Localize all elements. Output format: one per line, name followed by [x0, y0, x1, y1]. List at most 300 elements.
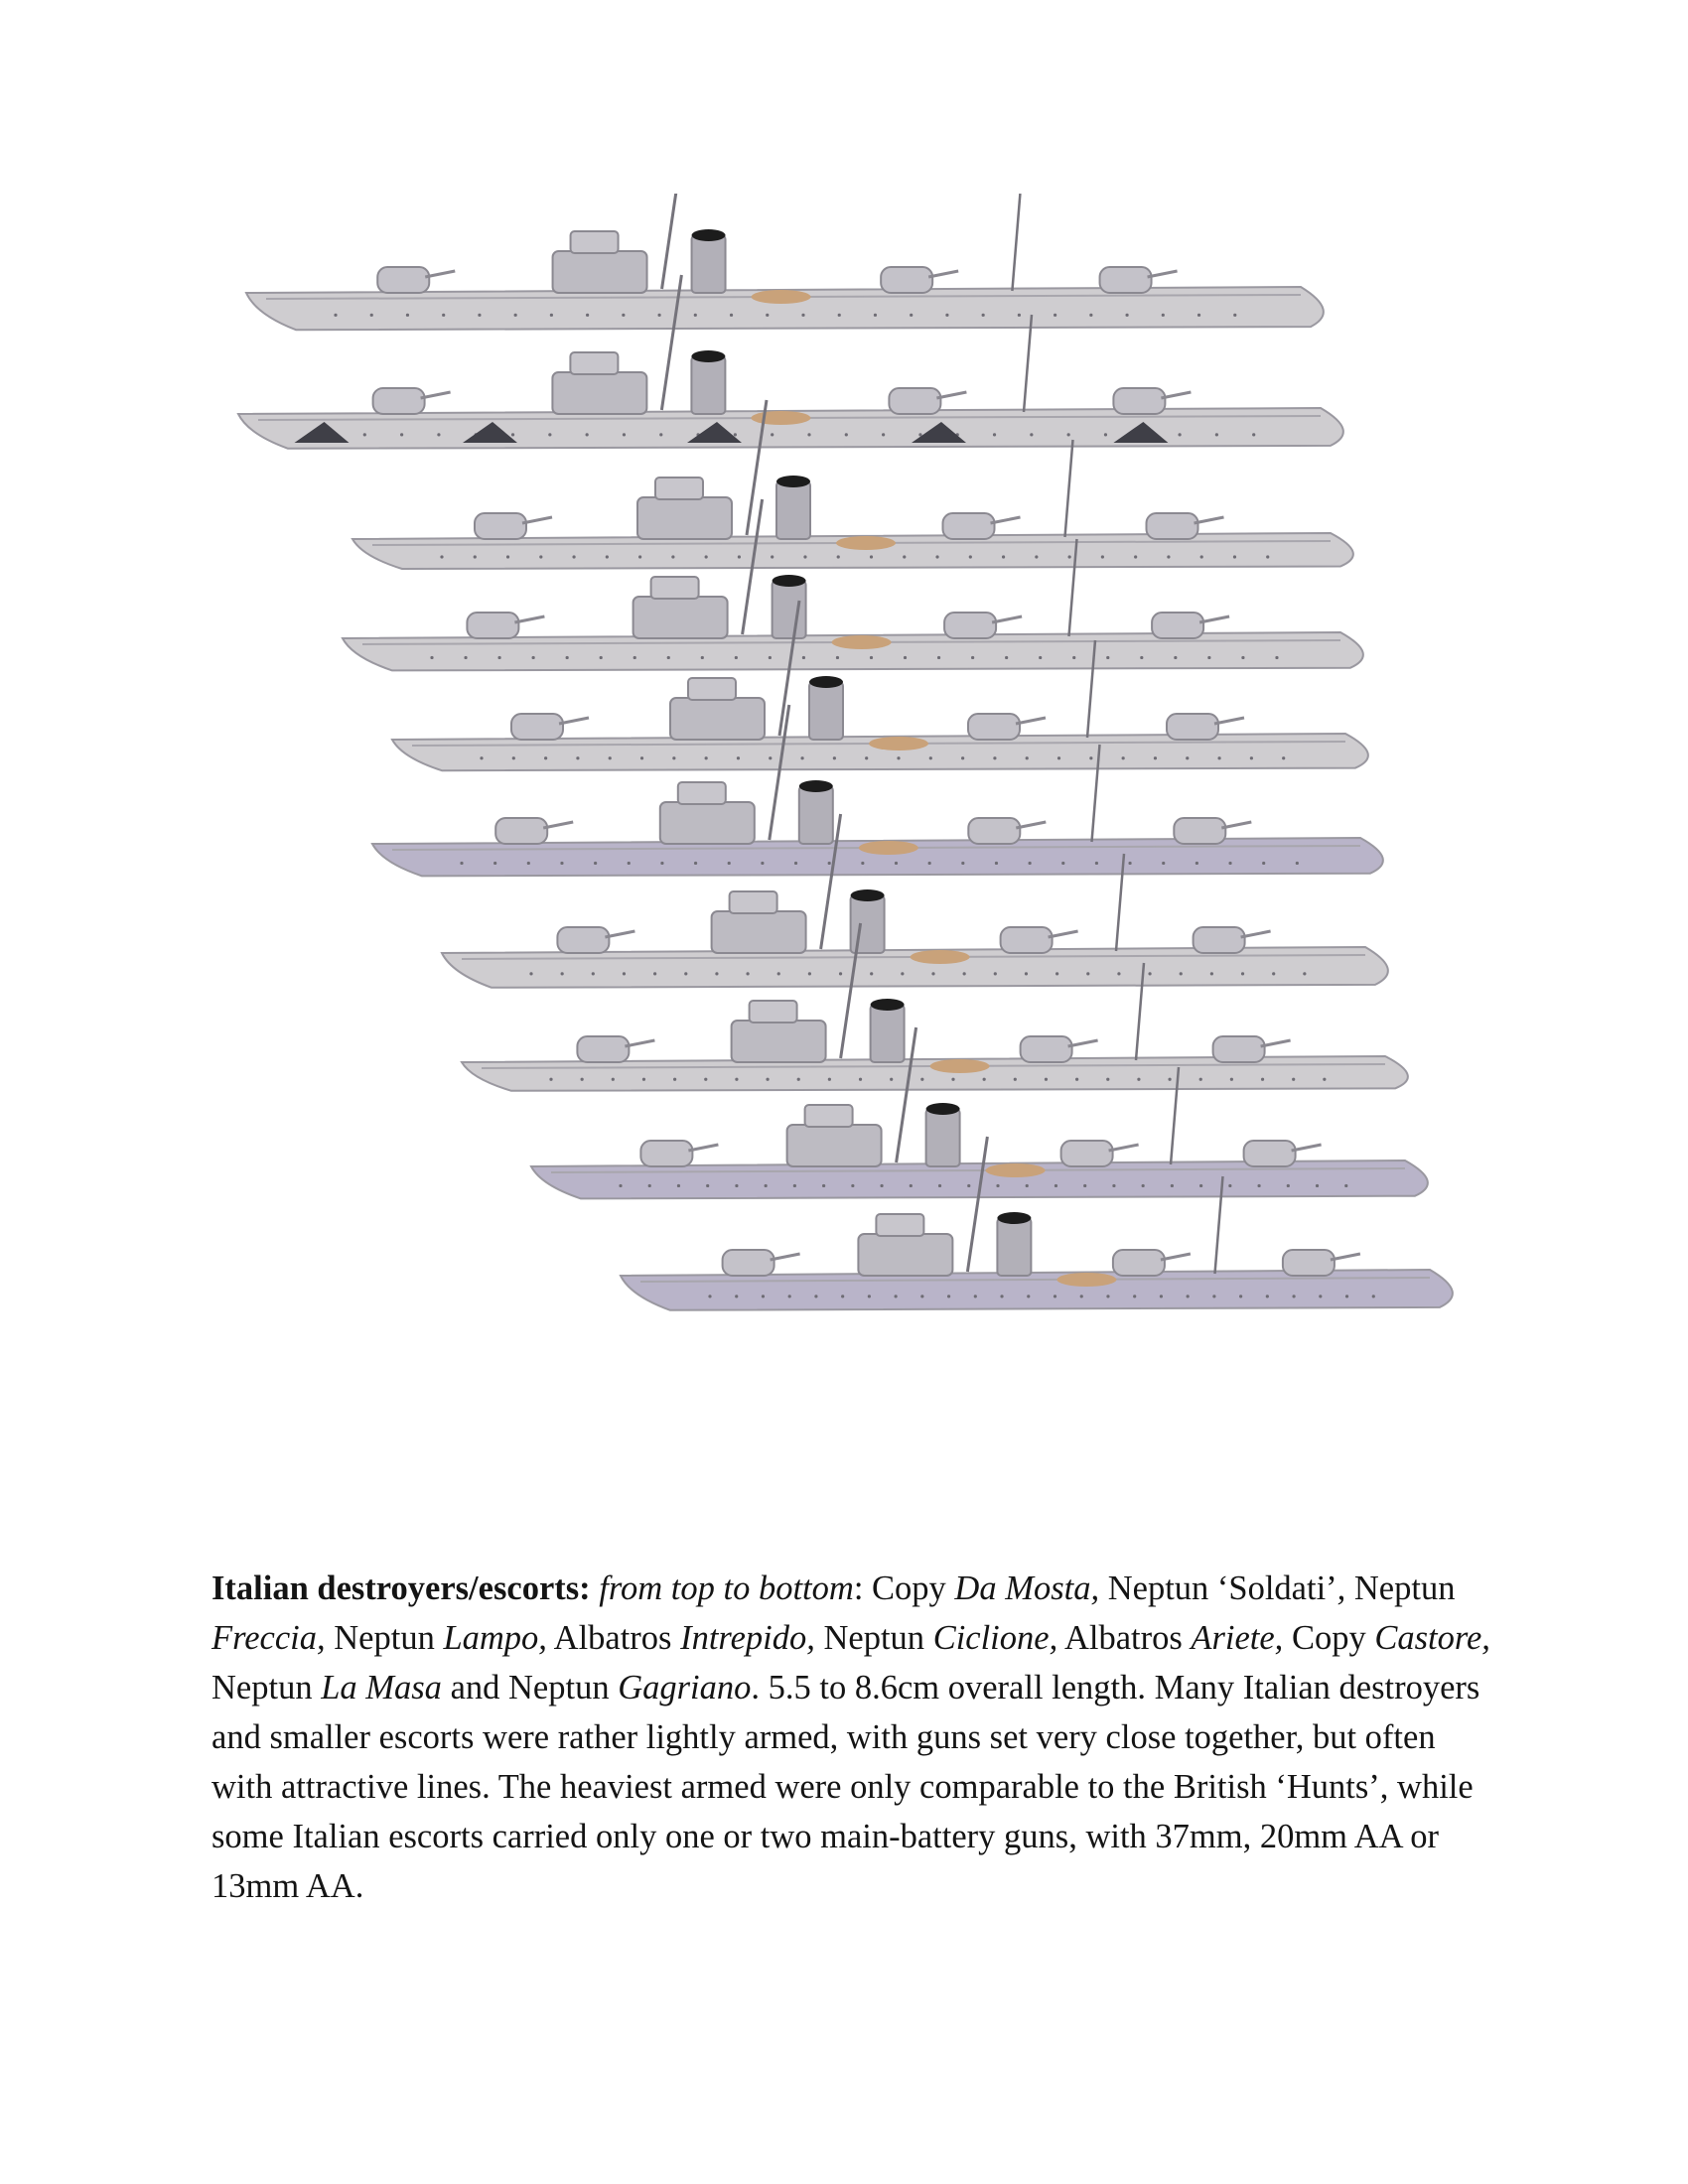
porthole — [1180, 972, 1183, 975]
funnel-cap — [809, 676, 843, 688]
gun-turret — [968, 714, 1020, 740]
porthole — [334, 314, 337, 317]
porthole — [701, 656, 704, 659]
funnel — [773, 581, 806, 638]
gun-turret — [1174, 818, 1225, 844]
porthole — [1148, 972, 1151, 975]
gun-turret — [1194, 927, 1245, 953]
porthole — [430, 656, 433, 659]
porthole — [648, 1184, 651, 1187]
porthole — [1233, 314, 1236, 317]
porthole — [895, 862, 898, 865]
porthole — [706, 1184, 709, 1187]
porthole — [1230, 1078, 1233, 1081]
porthole — [370, 314, 373, 317]
caption-segment: Ciclione, — [932, 1619, 1058, 1657]
porthole — [861, 862, 864, 865]
porthole — [1197, 314, 1200, 317]
porthole — [868, 1295, 871, 1297]
porthole — [529, 972, 532, 975]
porthole — [969, 555, 972, 558]
porthole — [609, 756, 612, 759]
porthole — [794, 862, 797, 865]
porthole — [1142, 1184, 1145, 1187]
bridge — [633, 597, 728, 638]
caption-segment: and Neptun — [441, 1669, 619, 1706]
porthole — [865, 756, 868, 759]
porthole — [880, 1184, 883, 1187]
bridge-top — [750, 1001, 797, 1023]
ships-boat — [752, 290, 811, 304]
porthole — [612, 1078, 615, 1081]
porthole — [1002, 555, 1005, 558]
porthole — [1068, 555, 1071, 558]
porthole — [544, 756, 547, 759]
gun-turret — [557, 927, 609, 953]
porthole — [560, 862, 563, 865]
porthole — [1067, 433, 1070, 436]
porthole — [400, 433, 403, 436]
porthole — [550, 314, 553, 317]
funnel-cap — [851, 889, 885, 901]
porthole — [561, 972, 564, 975]
porthole — [808, 972, 811, 975]
porthole — [506, 555, 509, 558]
porthole — [1080, 1295, 1083, 1297]
porthole — [1319, 1295, 1322, 1297]
porthole — [765, 1184, 768, 1187]
porthole — [1055, 972, 1058, 975]
caption-segment: La Masa — [321, 1669, 442, 1706]
porthole — [771, 433, 774, 436]
porthole — [1000, 1295, 1003, 1297]
porthole — [673, 1078, 676, 1081]
porthole — [1241, 972, 1244, 975]
porthole — [1029, 862, 1032, 865]
porthole — [961, 756, 964, 759]
porthole — [839, 972, 842, 975]
gun-turret — [377, 267, 429, 293]
porthole — [642, 1078, 645, 1081]
porthole — [1133, 1295, 1136, 1297]
porthole — [1162, 862, 1165, 865]
ships-boat — [859, 841, 918, 855]
porthole — [833, 756, 836, 759]
ships-boat — [751, 411, 810, 425]
ships-boat — [911, 950, 970, 964]
porthole — [859, 1078, 862, 1081]
porthole — [735, 1184, 738, 1187]
gun-turret — [495, 818, 547, 844]
porthole — [994, 972, 997, 975]
bridge-top — [805, 1105, 853, 1127]
porthole — [1005, 656, 1008, 659]
porthole — [1122, 756, 1125, 759]
porthole — [1112, 1184, 1115, 1187]
bridge-top — [678, 782, 726, 804]
caption-segment: Lampo, — [443, 1619, 547, 1657]
porthole — [1018, 314, 1021, 317]
ships-boat — [832, 635, 892, 649]
porthole — [904, 656, 907, 659]
porthole — [901, 972, 904, 975]
porthole — [440, 555, 443, 558]
porthole — [1292, 1078, 1295, 1081]
porthole — [800, 756, 803, 759]
porthole — [586, 433, 589, 436]
porthole — [622, 314, 625, 317]
porthole — [493, 862, 496, 865]
porthole — [1125, 314, 1128, 317]
porthole — [1262, 862, 1265, 865]
porthole — [527, 862, 530, 865]
porthole — [1266, 1295, 1269, 1297]
porthole — [514, 314, 517, 317]
bridge — [787, 1125, 882, 1166]
porthole — [961, 862, 964, 865]
porthole — [623, 433, 626, 436]
caption-body — [211, 1570, 1490, 1905]
caption-segment: , — [1336, 1570, 1346, 1607]
porthole — [1089, 314, 1092, 317]
porthole — [1030, 433, 1033, 436]
bridge — [637, 497, 732, 539]
porthole — [1026, 1184, 1029, 1187]
porthole — [870, 656, 873, 659]
porthole — [705, 555, 708, 558]
porthole — [1083, 1184, 1086, 1187]
porthole — [684, 972, 687, 975]
porthole — [1345, 1295, 1348, 1297]
funnel — [799, 786, 833, 844]
porthole — [1228, 1184, 1231, 1187]
porthole — [897, 756, 900, 759]
porthole — [623, 972, 626, 975]
porthole — [532, 656, 535, 659]
funnel — [871, 1005, 905, 1062]
porthole — [734, 433, 737, 436]
porthole — [1025, 972, 1028, 975]
gun-turret — [577, 1036, 629, 1062]
porthole — [1257, 1184, 1260, 1187]
porthole — [576, 756, 579, 759]
porthole — [945, 314, 948, 317]
porthole — [1215, 433, 1218, 436]
porthole — [931, 972, 934, 975]
porthole — [801, 314, 804, 317]
funnel — [691, 356, 725, 414]
porthole — [1174, 656, 1177, 659]
porthole — [746, 972, 749, 975]
porthole — [929, 756, 932, 759]
porthole — [581, 1078, 584, 1081]
porthole — [769, 756, 772, 759]
caption-segment: Albatros — [546, 1619, 681, 1657]
caption-segment: Neptun — [814, 1619, 933, 1657]
porthole — [1101, 555, 1104, 558]
gun-turret — [373, 388, 425, 414]
porthole — [633, 656, 636, 659]
porthole — [1054, 1295, 1056, 1297]
porthole — [1199, 1078, 1202, 1081]
porthole — [735, 1078, 738, 1081]
funnel-cap — [871, 999, 905, 1011]
bridge — [712, 911, 806, 953]
porthole — [761, 862, 764, 865]
porthole — [1272, 972, 1275, 975]
porthole — [1075, 1078, 1078, 1081]
porthole — [657, 314, 660, 317]
porthole — [640, 756, 643, 759]
porthole — [895, 1295, 898, 1297]
bridge — [858, 1234, 952, 1276]
caption-order: from top to bottom — [599, 1570, 854, 1607]
porthole — [566, 656, 569, 659]
porthole — [993, 756, 996, 759]
bridge-top — [876, 1214, 923, 1236]
funnel — [776, 481, 810, 539]
porthole — [769, 656, 772, 659]
porthole — [1134, 555, 1137, 558]
porthole — [1104, 433, 1107, 436]
porthole — [539, 555, 542, 558]
caption-segment: Copy — [1283, 1619, 1375, 1657]
porthole — [967, 1184, 970, 1187]
porthole — [705, 756, 708, 759]
porthole — [938, 1184, 941, 1187]
porthole — [512, 756, 515, 759]
porthole — [1275, 656, 1278, 659]
porthole — [464, 656, 467, 659]
porthole — [996, 1184, 999, 1187]
porthole — [730, 314, 733, 317]
porthole — [762, 1295, 765, 1297]
bridge — [552, 372, 646, 414]
porthole — [828, 1078, 831, 1081]
porthole — [1162, 314, 1165, 317]
gun-turret — [881, 267, 932, 293]
porthole — [1207, 656, 1210, 659]
funnel-cap — [773, 575, 806, 587]
porthole — [474, 555, 477, 558]
porthole — [845, 433, 848, 436]
porthole — [807, 433, 810, 436]
porthole — [497, 656, 500, 659]
porthole — [594, 862, 597, 865]
porthole — [1045, 1078, 1048, 1081]
porthole — [460, 862, 463, 865]
porthole — [548, 433, 551, 436]
porthole — [910, 1184, 913, 1187]
porthole — [1035, 555, 1038, 558]
funnel-cap — [926, 1103, 960, 1115]
porthole — [511, 433, 514, 436]
aft-mast — [1065, 440, 1073, 537]
porthole — [600, 656, 603, 659]
gun-turret — [944, 613, 996, 638]
caption-segment: Neptun — [325, 1619, 444, 1657]
porthole — [838, 314, 841, 317]
porthole — [982, 314, 985, 317]
gun-turret — [1021, 1036, 1072, 1062]
porthole — [1261, 1078, 1264, 1081]
porthole — [983, 1078, 986, 1081]
gun-turret — [1100, 267, 1152, 293]
porthole — [802, 656, 805, 659]
porthole — [363, 433, 366, 436]
porthole — [1252, 433, 1255, 436]
porthole — [1154, 756, 1157, 759]
porthole — [738, 555, 741, 558]
porthole — [735, 656, 738, 659]
caption-segment: Intrepido, — [680, 1619, 815, 1657]
porthole — [442, 314, 445, 317]
caption-segment: Neptun — [211, 1669, 322, 1706]
funnel-cap — [776, 476, 810, 487]
ships-boat — [1056, 1273, 1116, 1287]
porthole — [1106, 656, 1109, 659]
porthole — [874, 314, 877, 317]
porthole — [1106, 1078, 1109, 1081]
porthole — [638, 555, 641, 558]
caption-segment: Freccia, — [211, 1619, 326, 1657]
porthole — [708, 1295, 711, 1297]
gun-turret — [1113, 388, 1165, 414]
porthole — [715, 972, 718, 975]
porthole — [704, 1078, 707, 1081]
ship-model — [392, 601, 1368, 770]
porthole — [793, 1184, 796, 1187]
porthole — [653, 972, 656, 975]
porthole — [1014, 1078, 1017, 1081]
gun-turret — [889, 388, 940, 414]
porthole — [1027, 1295, 1030, 1297]
porthole — [1200, 555, 1203, 558]
porthole — [480, 756, 483, 759]
porthole — [803, 555, 806, 558]
porthole — [974, 1295, 977, 1297]
caption-segment: Castore, — [1374, 1619, 1490, 1657]
gun-turret — [723, 1250, 774, 1276]
porthole — [836, 656, 839, 659]
porthole — [993, 433, 996, 436]
gun-turret — [640, 1141, 692, 1166]
porthole — [1055, 1184, 1057, 1187]
funnel-cap — [692, 229, 726, 241]
gun-turret — [1244, 1141, 1296, 1166]
porthole — [619, 1184, 622, 1187]
porthole — [406, 314, 409, 317]
porthole — [971, 656, 974, 659]
caption-segment: Neptun ‘Soldati’ — [1099, 1570, 1337, 1607]
caption-segment: Ariete, — [1191, 1619, 1284, 1657]
gun-turret — [1001, 927, 1053, 953]
bridge — [660, 802, 755, 844]
porthole — [1250, 756, 1253, 759]
bridge-top — [730, 891, 777, 913]
gun-turret — [1113, 1250, 1165, 1276]
porthole — [1117, 972, 1120, 975]
funnel-cap — [997, 1212, 1031, 1224]
porthole — [737, 756, 740, 759]
funnel-cap — [691, 350, 725, 362]
porthole — [1316, 1184, 1319, 1187]
bridge-top — [688, 678, 736, 700]
porthole — [1296, 862, 1299, 865]
bridge — [553, 251, 647, 293]
porthole — [659, 433, 662, 436]
porthole — [1160, 1295, 1163, 1297]
porthole — [549, 1078, 552, 1081]
porthole — [1106, 1295, 1109, 1297]
porthole — [606, 555, 609, 558]
ship-model — [246, 194, 1324, 330]
porthole — [1171, 1184, 1174, 1187]
porthole — [1217, 756, 1220, 759]
gun-turret — [467, 613, 518, 638]
porthole — [1199, 1184, 1202, 1187]
porthole — [890, 1078, 893, 1081]
funnel — [926, 1109, 960, 1166]
porthole — [1344, 1184, 1347, 1187]
porthole — [1196, 862, 1198, 865]
porthole — [1039, 656, 1042, 659]
porthole — [586, 314, 589, 317]
caption-segment: Albatros — [1057, 1619, 1192, 1657]
porthole — [672, 756, 675, 759]
porthole — [1072, 656, 1075, 659]
ships-boat — [930, 1059, 990, 1073]
caption-segment: Neptun — [1345, 1570, 1456, 1607]
porthole — [1095, 862, 1098, 865]
gun-turret — [1213, 1036, 1265, 1062]
caption-segment: Gagriano — [618, 1669, 752, 1706]
porthole — [1167, 555, 1170, 558]
mast — [770, 705, 789, 840]
porthole — [1061, 862, 1064, 865]
funnel-cap — [799, 780, 833, 792]
ship-model — [531, 1027, 1428, 1198]
porthole — [837, 555, 840, 558]
aft-mast — [1012, 194, 1020, 291]
porthole — [903, 555, 906, 558]
porthole — [1089, 756, 1092, 759]
gun-turret — [943, 513, 995, 539]
caption-segment: Da Mosta, — [954, 1570, 1100, 1607]
porthole — [828, 862, 831, 865]
porthole — [667, 656, 670, 659]
porthole — [882, 433, 885, 436]
porthole — [1054, 314, 1056, 317]
gun-turret — [968, 818, 1020, 844]
porthole — [1128, 862, 1131, 865]
porthole — [728, 862, 731, 865]
mast — [967, 1137, 987, 1272]
funnel — [851, 895, 885, 953]
aft-mast — [1024, 315, 1032, 412]
funnel — [692, 235, 726, 293]
porthole — [910, 314, 913, 317]
porthole — [935, 555, 938, 558]
porthole — [1287, 1184, 1290, 1187]
porthole — [788, 1295, 791, 1297]
funnel — [809, 682, 843, 740]
porthole — [1140, 656, 1143, 659]
bridge-top — [655, 478, 703, 499]
porthole — [771, 555, 774, 558]
ships-boat — [869, 737, 928, 751]
porthole — [777, 972, 780, 975]
